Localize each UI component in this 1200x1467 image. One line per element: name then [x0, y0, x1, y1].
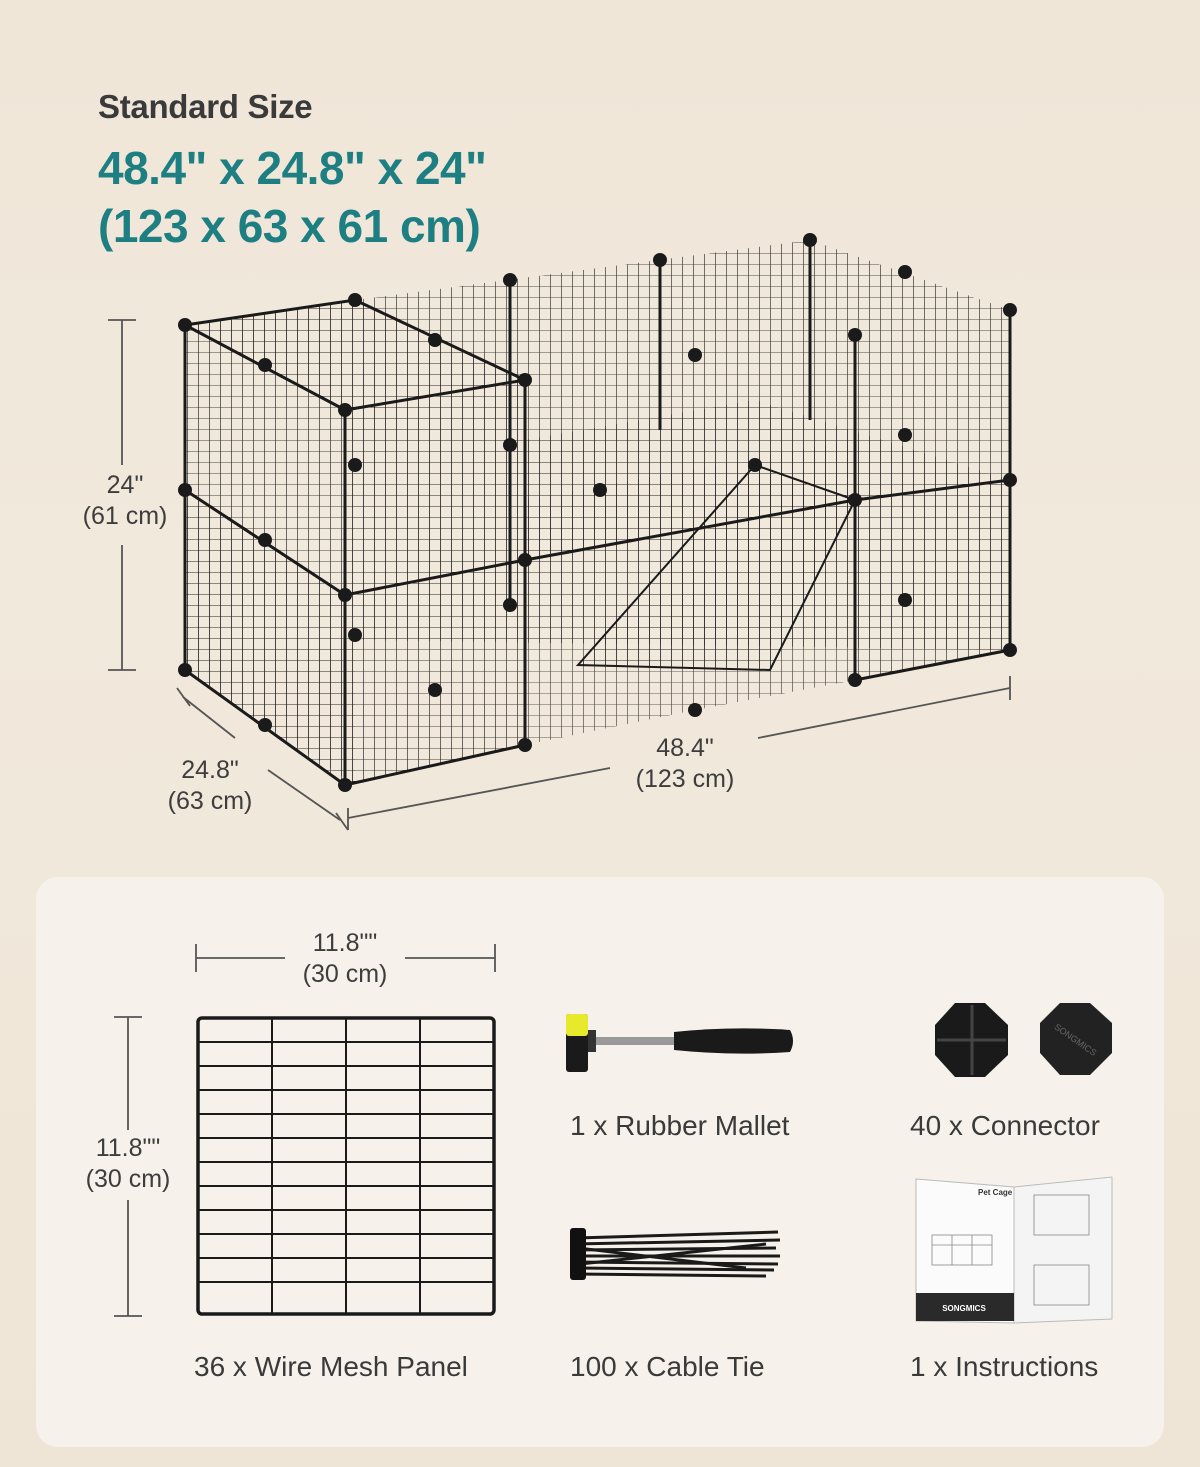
instructions-image — [914, 1175, 1114, 1325]
height-in: 24" — [106, 471, 144, 499]
panel-height-in: 11.8"" — [95, 1134, 161, 1162]
panel-height-cm: (30 cm) — [85, 1165, 171, 1194]
manual-title: Pet Cage — [978, 1188, 1013, 1197]
height-cm: (61 cm) — [82, 502, 168, 531]
depth-in: 24.8" — [181, 756, 239, 784]
depth-cm: (63 cm) — [167, 787, 253, 816]
heading-label: Standard Size — [98, 88, 313, 125]
panel-width-cm: (30 cm) — [302, 960, 388, 989]
panel-width-label — [270, 928, 420, 991]
length-cm: (123 cm) — [635, 765, 735, 794]
connector-item-label: 40 x Connector — [910, 1110, 1100, 1141]
connector-image — [930, 995, 1130, 1085]
connector-brand: SONGMICS — [1052, 1021, 1099, 1058]
rubber-mallet-image — [562, 1008, 802, 1078]
manual-brand: SONGMICS — [942, 1304, 986, 1313]
length-in: 48.4" — [656, 734, 714, 762]
wire-mesh-panel-image — [196, 1016, 496, 1316]
dimensions-inches: 48.4" x 24.8" x 24" — [98, 142, 487, 194]
panel-item-label: 36 x Wire Mesh Panel — [194, 1351, 468, 1382]
cable-tie-image — [566, 1218, 786, 1288]
dimensions-cm: (123 x 63 x 61 cm) — [98, 200, 481, 252]
panel-height-label — [58, 1133, 198, 1196]
cable-tie-item-label: 100 x Cable Tie — [570, 1351, 765, 1382]
instructions-item-label: 1 x Instructions — [910, 1351, 1099, 1382]
mallet-item-label: 1 x Rubber Mallet — [570, 1110, 790, 1141]
panel-width-in: 11.8"" — [312, 929, 378, 957]
